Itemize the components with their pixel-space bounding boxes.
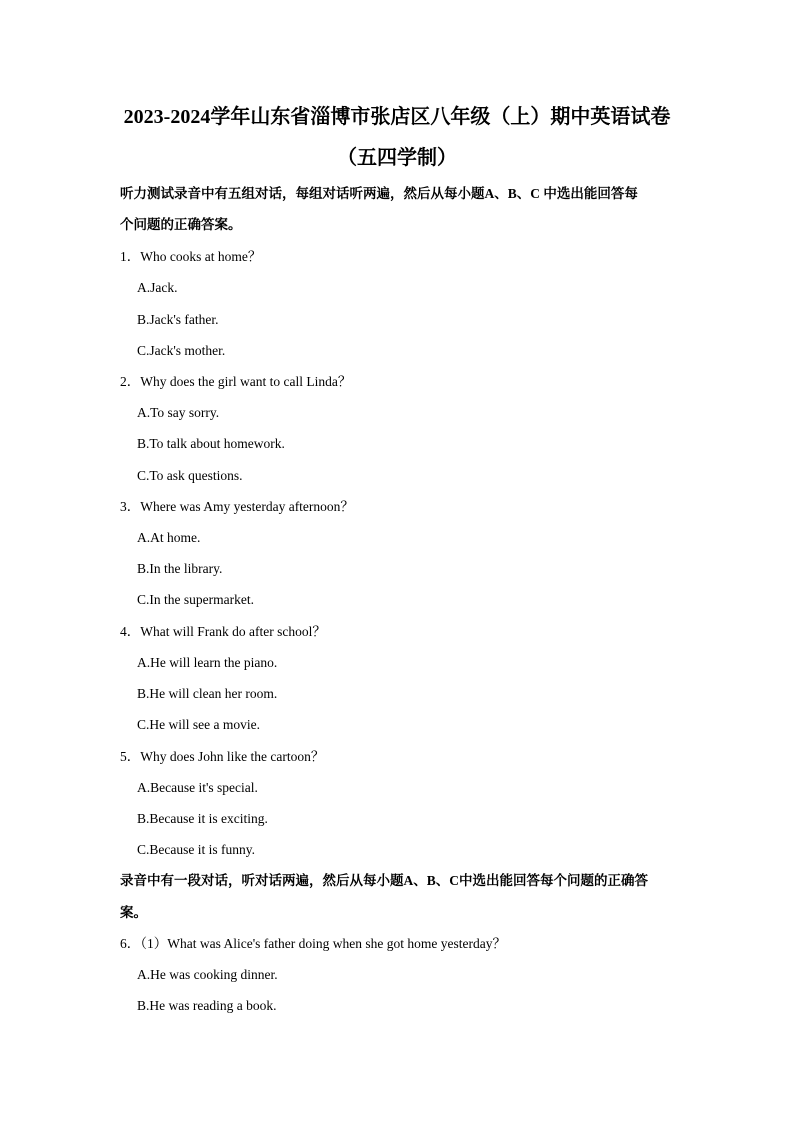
section2-instruction-line2: 案。 (120, 905, 147, 920)
question-4-stem: 4．What will Frank do after school？ (120, 624, 326, 639)
question-3-option-c: C.In the supermarket. (137, 592, 254, 607)
question-4-option-c: C.He will see a movie. (137, 717, 260, 732)
question-2-option-c: C.To ask questions. (137, 468, 243, 483)
exam-title-line2: （五四学制） (337, 147, 457, 169)
question-3-stem: 3．Where was Amy yesterday afternoon？ (120, 499, 354, 514)
section1-instruction-line1: 听力测试录音中有五组对话，每组对话听两遍，然后从每小题A、B、C 中选出能回答每 (120, 186, 638, 201)
question-3-option-a: A.At home. (137, 530, 201, 545)
question-1-option-c: C.Jack's mother. (137, 343, 226, 358)
question-5-option-a: A.Because it's special. (137, 780, 258, 795)
question-3-option-b: B.In the library. (137, 561, 223, 576)
question-6-option-b: B.He was reading a book. (137, 998, 277, 1013)
question-5-option-c: C.Because it is funny. (137, 842, 255, 857)
section2-instruction-line1: 录音中有一段对话，听对话两遍，然后从每小题A、B、C中选出能回答每个问题的正确答 (120, 873, 649, 888)
question-1-option-b: B.Jack's father. (137, 312, 219, 327)
question-6-option-a: A.He was cooking dinner. (137, 967, 278, 982)
question-2-option-b: B.To talk about homework. (137, 436, 285, 451)
question-5-stem: 5．Why does John like the cartoon？ (120, 749, 325, 764)
question-1-option-a: A.Jack. (137, 280, 178, 295)
question-1-stem: 1．Who cooks at home？ (120, 249, 262, 264)
question-4-option-a: A.He will learn the piano. (137, 655, 278, 670)
question-6-stem: 6．（1）What was Alice's father doing when she got home yesterday？ (120, 936, 506, 951)
question-4-option-b: B.He will clean her room. (137, 686, 278, 701)
question-5-option-b: B.Because it is exciting. (137, 811, 268, 826)
section1-instruction-line2: 个问题的正确答案。 (120, 217, 242, 232)
question-2-option-a: A.To say sorry. (137, 405, 220, 420)
question-2-stem: 2．Why does the girl want to call Linda？ (120, 374, 352, 389)
exam-title-line1: 2023-2024学年山东省淄博市张店区八年级（上）期中英语试卷 (123, 106, 671, 128)
